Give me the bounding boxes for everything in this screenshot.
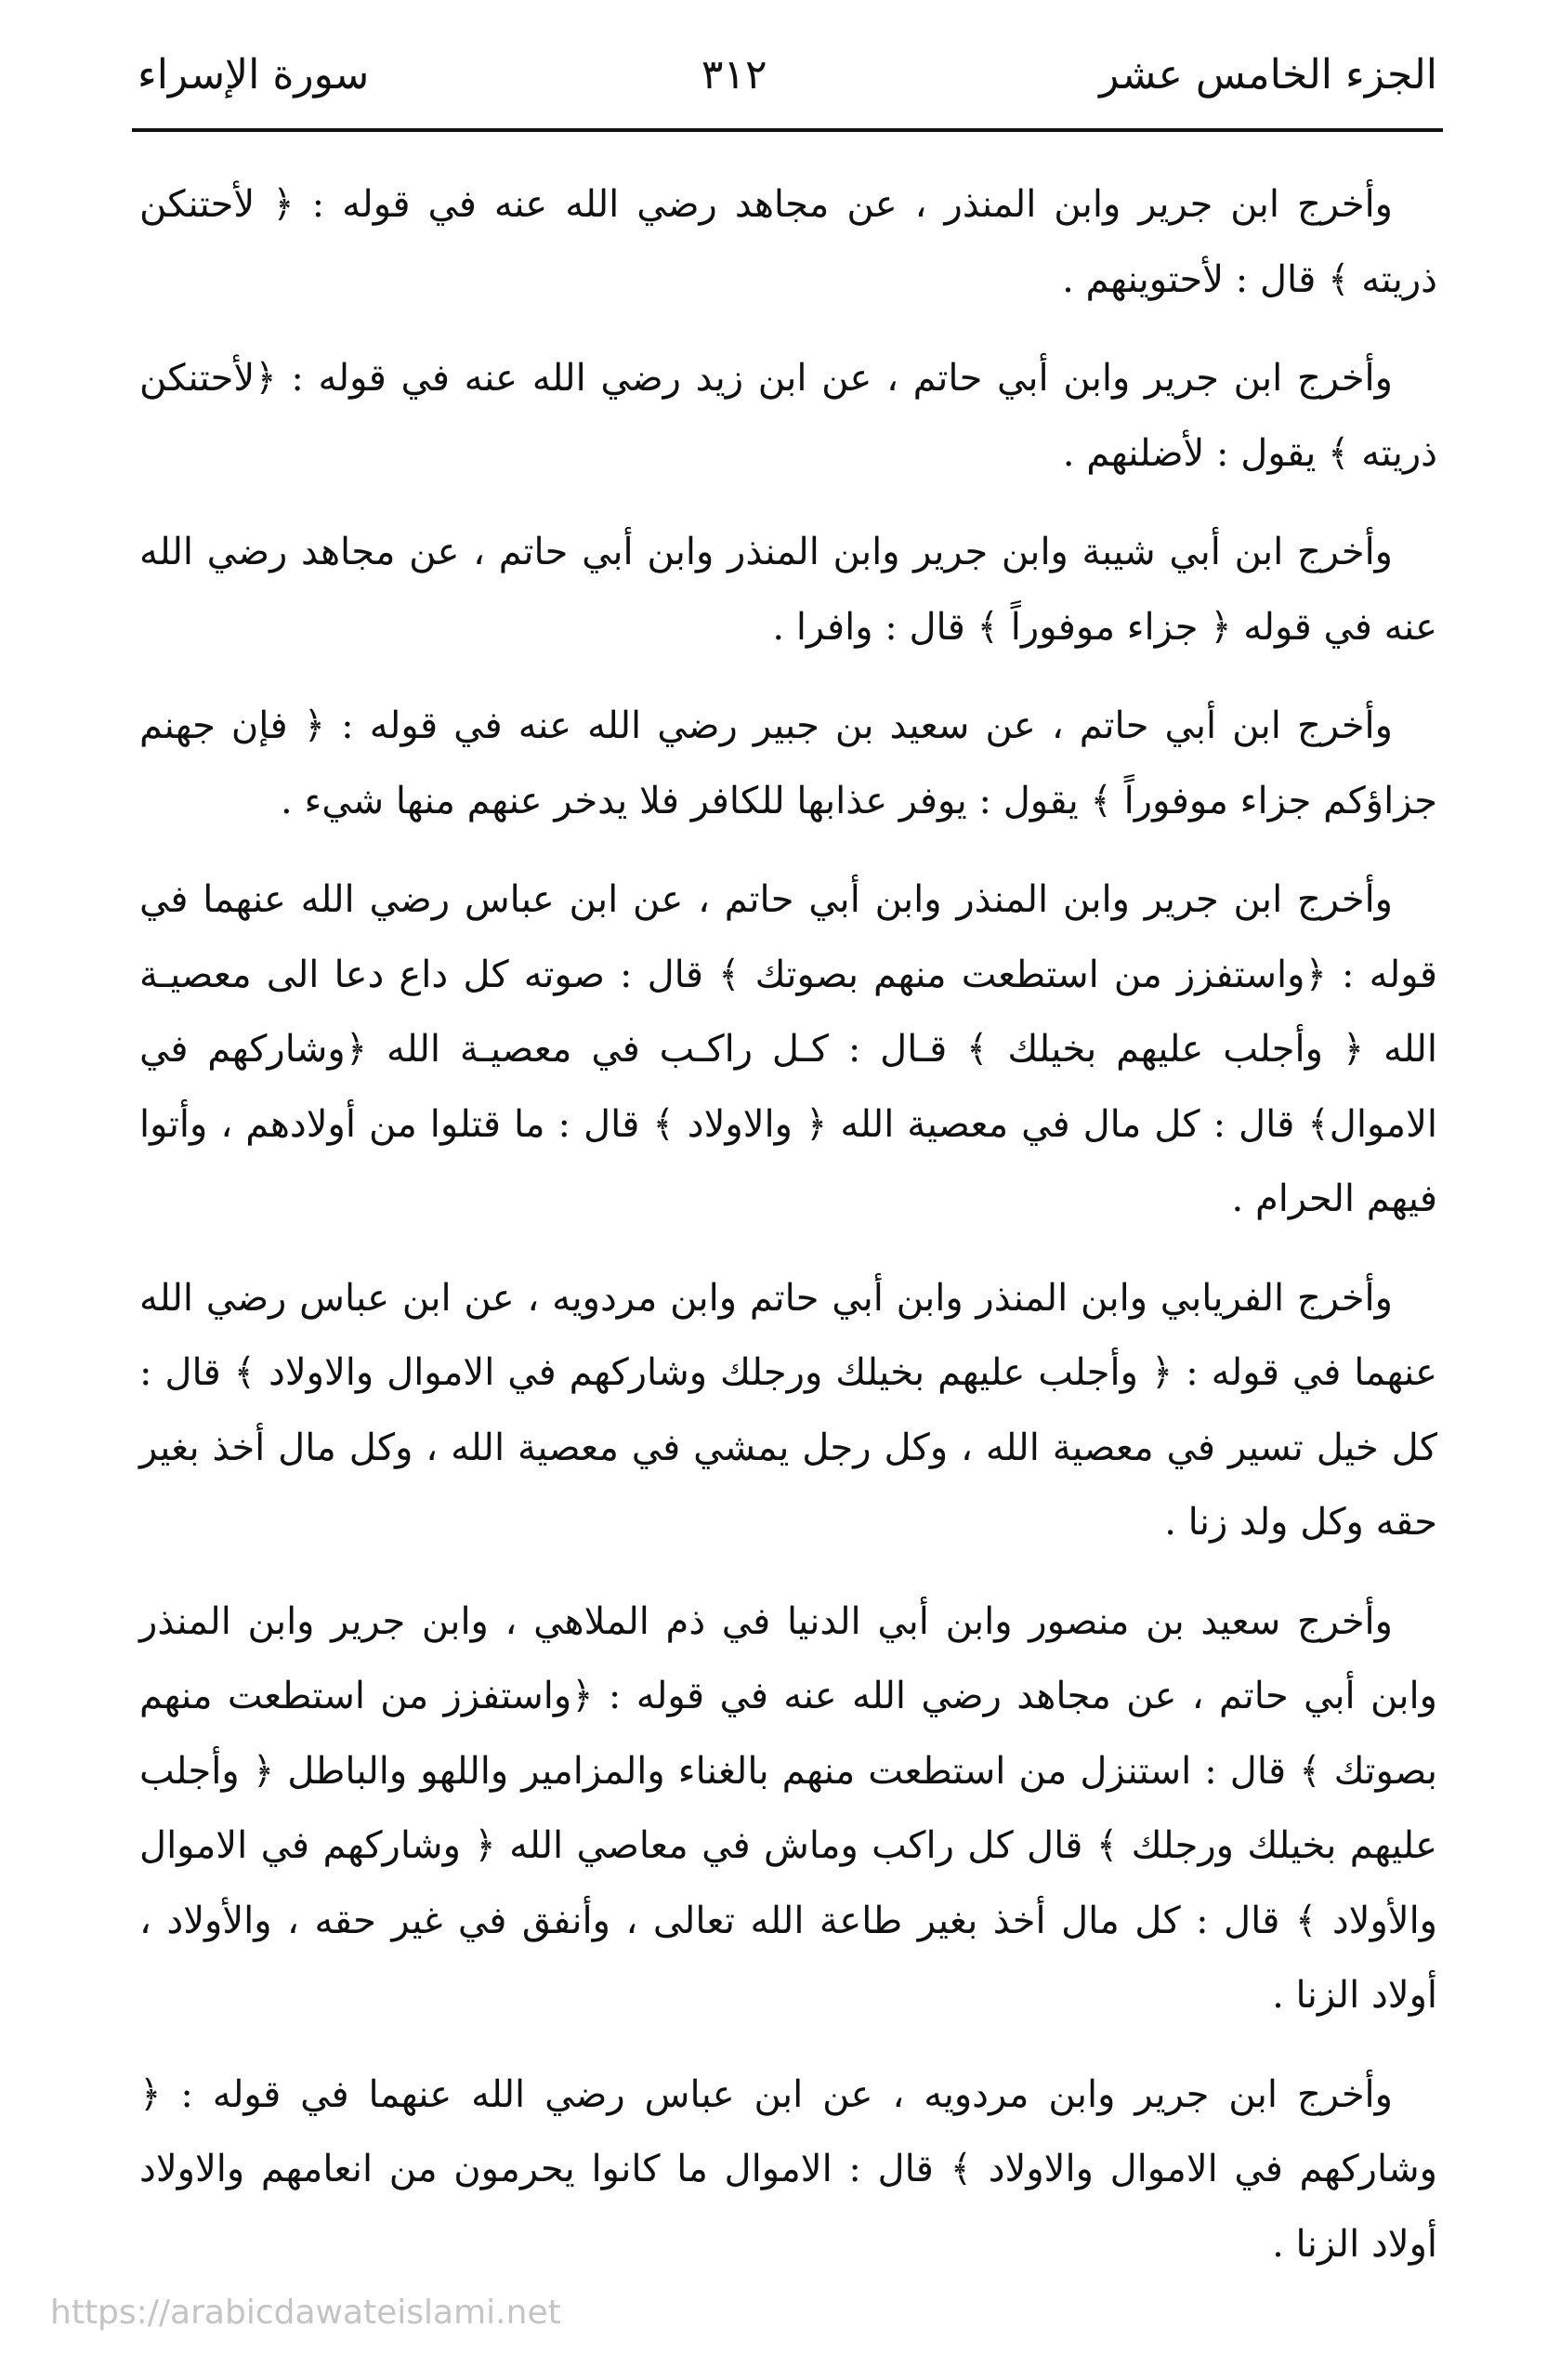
juz-title: الجزء الخامس عشر [1099, 50, 1437, 99]
paragraph: وأخرج ابن جرير وابن مردويه ، عن ابن عباس رضي الله عنهما في قوله : ﴿ وشاركهم في الاموال والاولاد ﴾ قال : الاموال ما كانوا يحرمون من انعامهم والاولاد أولاد الزنا . [139, 2072, 1437, 2266]
paragraph: وأخرج ابن جرير وابن المنذر ، عن مجاهد رضي الله عنه في قوله : ﴿ لأحتنكن ذريته ﴾ قال : لأحتوينهم . [139, 183, 1437, 301]
source-url-watermark: https://arabicdawateislami.net [50, 2294, 561, 2332]
surah-title: سورة الإسراء [138, 50, 370, 99]
paragraph: وأخرج سعيد بن منصور وابن أبي الدنيا في ذم الملاهي ، وابن جرير وابن المنذر وابن أبي حاتم ، عن مجاهد رضي الله عنه في قوله : ﴿واستفزز من استطعت منهم بصوتك ﴾ قال : استنزل من استطعت منهم بالغناء والمزامير واللهو والباطل ﴿ وأجلب عليهم بخيلك ورجلك ﴾ قال كل راكب وماش في معاصي الله ﴿ وشاركهم في الاموال والأولاد ﴾ قال : كل مال أخذ بغير طاعة الله تعالى ، وأنفق في غير حقه ، والأولاد ، أولاد الزنا . [139, 1599, 1437, 2017]
paragraph: وأخرج ابن جرير وابن أبي حاتم ، عن ابن زيد رضي الله عنه في قوله : ﴿لأحتنكن ذريته ﴾ يقول : لأضلنهم . [139, 357, 1437, 475]
paragraph: وأخرج ابن أبي شيبة وابن جرير وابن المنذر وابن أبي حاتم ، عن مجاهد رضي الله عنه في قوله ﴿ جزاء موفوراً ﴾ قال : وافرا . [139, 531, 1437, 649]
running-header [138, 35, 1437, 113]
paragraph: وأخرج ابن أبي حاتم ، عن سعيد بن جبير رضي الله عنه في قوله : ﴿ فإن جهنم جزاؤكم جزاء موفوراً ﴾ يقول : يوفر عذابها للكافر فلا يدخر عنهم منها شيء . [139, 704, 1437, 822]
header-rule [132, 128, 1443, 132]
paragraph: وأخرج الفريابي وابن المنذر وابن أبي حاتم وابن مردويه ، عن ابن عباس رضي الله عنهما في قوله : ﴿ وأجلب عليهم بخيلك ورجلك وشاركهم في الاموال والاولاد ﴾ قال : كل خيل تسير في معصية الله ، وكل رجل يمشي في معصية الله ، وكل مال أخذ بغير حقه وكل ولد زنا . [139, 1276, 1438, 1544]
page-number: ٣١٢ [701, 50, 767, 99]
paragraph: وأخرج ابن جرير وابن المنذر وابن أبي حاتم ، عن ابن عباس رضي الله عنهما في قوله : ﴿واستفزز من استطعت منهم بصوتك ﴾ قال : صوته كل داع دعا الى معصيـة الله ﴿ وأجلب عليهم بخيلك ﴾ قـال : كـل راكـب في معصيـة الله ﴿وشاركهم في الاموال﴾ قال : كل مال في معصية الله ﴿ والاولاد ﴾ قال : ما قتلوا من أولادهم ، وأتوا فيهم الحرام . [139, 878, 1438, 1220]
page-body [139, 167, 1437, 2306]
